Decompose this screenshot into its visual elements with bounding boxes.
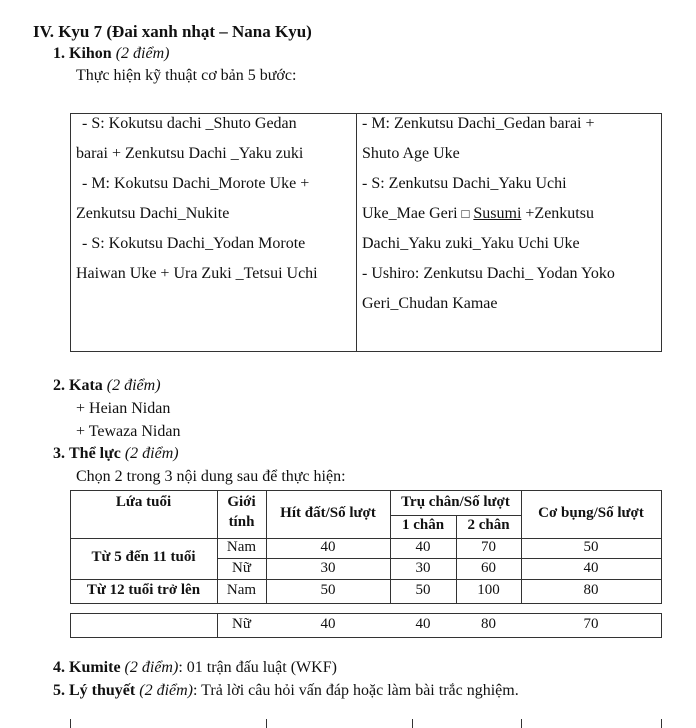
header-leg-stand: Trụ chân/Số lượt bbox=[401, 494, 510, 510]
kihon-box-divider bbox=[356, 114, 357, 351]
situp-cell: 40 bbox=[583, 560, 599, 576]
table-rule bbox=[266, 719, 267, 728]
kihon-left-line: - S: Kokutsu dachi _Shuto Gedan bbox=[82, 115, 297, 132]
situp-cell: 80 bbox=[583, 582, 599, 598]
situp-cell: 70 bbox=[583, 616, 599, 632]
kihon-heading bbox=[53, 45, 169, 63]
table-rule bbox=[217, 558, 662, 559]
kumite-number: 4. bbox=[53, 659, 65, 676]
kata-name: Kata bbox=[69, 377, 103, 394]
one-leg-cell: 40 bbox=[415, 539, 431, 555]
ly-thuyet-line bbox=[53, 682, 519, 700]
header-one-leg: 1 chân bbox=[401, 517, 445, 533]
kata-item: + Tewaza Nidan bbox=[76, 423, 181, 440]
header-gender-line1: Giới bbox=[227, 494, 256, 510]
header-two-legs: 2 chân bbox=[467, 517, 510, 533]
table-rule bbox=[521, 719, 522, 728]
two-leg-cell: 70 bbox=[481, 539, 496, 555]
kata-number: 2. bbox=[53, 377, 65, 394]
kihon-right-line: Dachi_Yaku zuki_Yaku Uchi Uke bbox=[362, 235, 580, 252]
table-rule bbox=[412, 719, 413, 728]
pushup-cell: 40 bbox=[320, 616, 336, 632]
two-leg-cell: 60 bbox=[481, 560, 496, 576]
kihon-right-segment: +Zenkutsu bbox=[521, 205, 594, 222]
kumite-line bbox=[53, 659, 337, 677]
header-situp: Cơ bụng/Số lượt bbox=[538, 505, 644, 521]
kumite-points: (2 điểm) bbox=[124, 659, 179, 676]
susumi-link-text: Susumi bbox=[473, 205, 522, 222]
kumite-name: Kumite bbox=[69, 659, 121, 676]
table-rule bbox=[661, 490, 662, 604]
table-rule bbox=[661, 613, 662, 638]
age-group-label: Từ 12 tuổi trở lên bbox=[86, 582, 201, 598]
kihon-left-line: Zenkutsu Dachi_Nukite bbox=[76, 205, 230, 222]
table-rule bbox=[70, 613, 71, 638]
table-rule bbox=[70, 719, 71, 728]
the-luc-points: (2 điểm) bbox=[124, 445, 179, 462]
kihon-right-line: - S: Zenkutsu Dachi_Yaku Uchi bbox=[362, 175, 567, 192]
ly-thuyet-number: 5. bbox=[53, 682, 65, 699]
table-rule bbox=[70, 579, 662, 580]
kihon-left-line: Haiwan Uke + Ura Zuki _Tetsui Uchi bbox=[76, 265, 318, 282]
ly-thuyet-points: (2 điểm) bbox=[139, 682, 193, 699]
kihon-left-line: - S: Kokutsu Dachi_Yodan Morote bbox=[82, 235, 306, 252]
gender-cell: Nam bbox=[226, 582, 257, 598]
missing-glyph-icon: □ bbox=[461, 206, 470, 221]
kata-heading bbox=[53, 377, 161, 395]
pushup-cell: 30 bbox=[320, 560, 336, 576]
pushup-cell: 40 bbox=[320, 539, 336, 555]
table-rule bbox=[661, 719, 662, 728]
kumite-text: : 01 trận đấu luật (WKF) bbox=[178, 659, 337, 676]
pushup-cell: 50 bbox=[320, 582, 336, 598]
the-luc-heading bbox=[53, 445, 179, 463]
kihon-right-line-mixed bbox=[362, 205, 594, 223]
one-leg-cell: 50 bbox=[415, 582, 431, 598]
situp-cell: 50 bbox=[583, 539, 599, 555]
gender-cell: Nữ bbox=[232, 616, 251, 632]
kihon-right-line: - Ushiro: Zenkutsu Dachi_ Yodan Yoko bbox=[362, 265, 615, 282]
kata-points: (2 điểm) bbox=[106, 377, 161, 394]
the-luc-name: Thể lực bbox=[69, 445, 121, 462]
kihon-right-line: - M: Zenkutsu Dachi_Gedan barai + bbox=[362, 115, 595, 132]
gender-cell: Nữ bbox=[232, 560, 251, 576]
table-rule bbox=[70, 613, 662, 614]
one-leg-cell: 40 bbox=[415, 616, 431, 632]
the-luc-intro: Chọn 2 trong 3 nội dung sau để thực hiện: bbox=[76, 468, 346, 485]
ly-thuyet-name: Lý thuyết bbox=[69, 682, 136, 699]
header-age: Lứa tuổi bbox=[115, 494, 172, 510]
kihon-intro: Thực hiện kỹ thuật cơ bản 5 bước: bbox=[76, 67, 297, 84]
kihon-right-line: Geri_Chudan Kamae bbox=[362, 295, 498, 312]
kihon-left-line: barai + Zenkutsu Dachi _Yaku zuki bbox=[76, 145, 304, 162]
gender-cell: Nam bbox=[226, 539, 257, 555]
table-rule bbox=[70, 603, 662, 604]
table-rule bbox=[70, 490, 662, 491]
two-leg-cell: 100 bbox=[477, 582, 500, 598]
kata-item: + Heian Nidan bbox=[76, 400, 171, 417]
kihon-right-line: Shuto Age Uke bbox=[362, 145, 460, 162]
kihon-number: 1. bbox=[53, 45, 65, 62]
header-pushup: Hít đất/Số lượt bbox=[280, 505, 376, 521]
kihon-left-line: - M: Kokutsu Dachi_Morote Uke + bbox=[82, 175, 310, 192]
one-leg-cell: 30 bbox=[415, 560, 431, 576]
kihon-points: (2 điểm) bbox=[115, 45, 170, 62]
kihon-name: Kihon bbox=[69, 45, 112, 62]
header-gender-line2: tính bbox=[228, 514, 255, 530]
table-rule bbox=[70, 637, 662, 638]
ly-thuyet-text: : Trả lời câu hỏi vấn đáp hoặc làm bài trắc nghiệm. bbox=[193, 682, 519, 699]
age-group-label: Từ 5 đến 11 tuổi bbox=[91, 549, 196, 565]
the-luc-number: 3. bbox=[53, 445, 65, 462]
two-leg-cell: 80 bbox=[481, 616, 496, 632]
section-title: IV. Kyu 7 (Đai xanh nhạt – Nana Kyu) bbox=[33, 22, 312, 41]
kihon-right-segment: Uke_Mae Geri bbox=[362, 205, 462, 222]
